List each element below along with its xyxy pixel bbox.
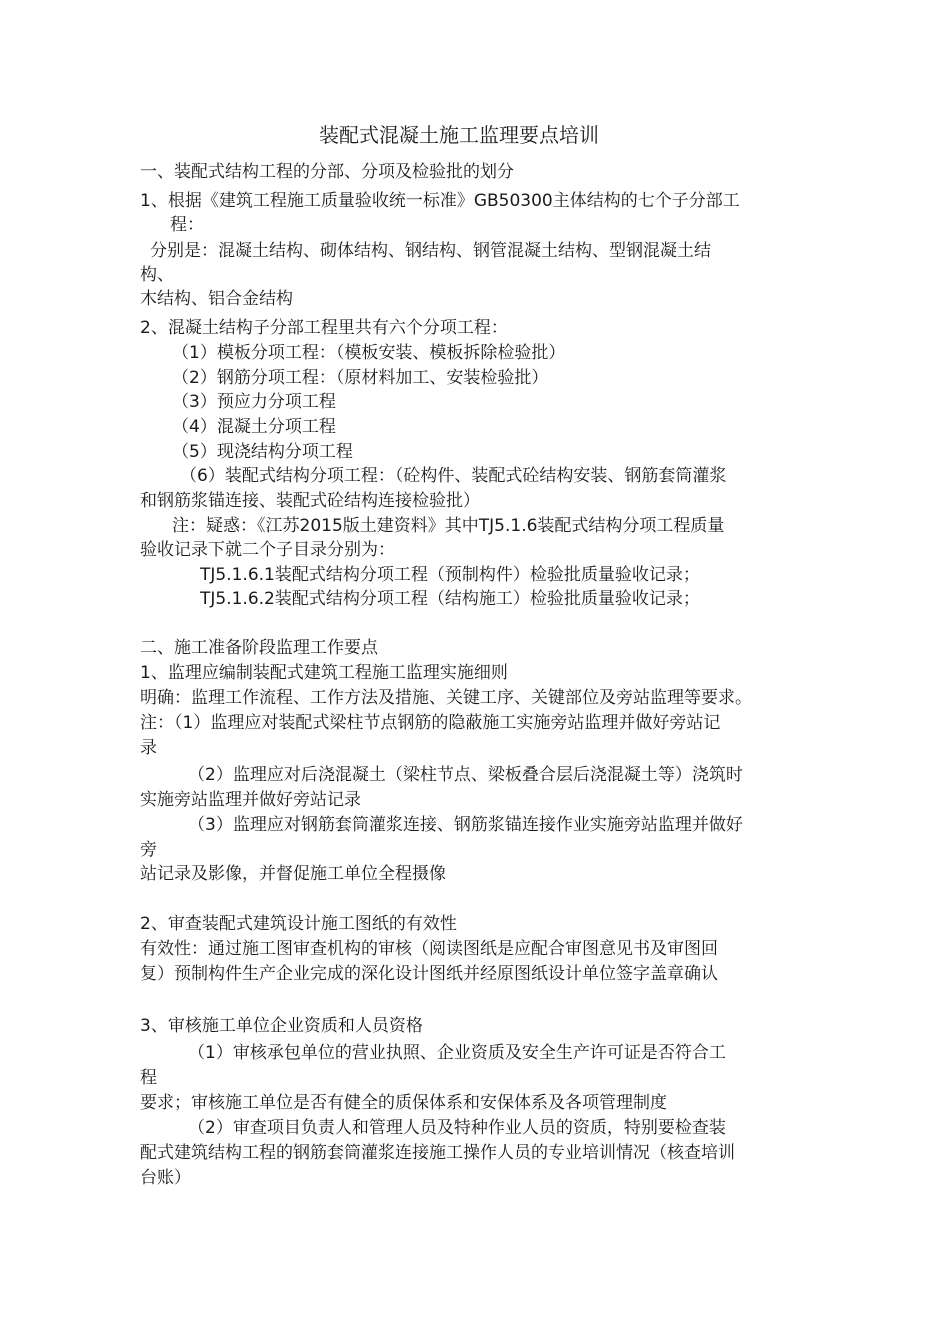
list-item: （5）现浇结构分项工程 xyxy=(172,442,353,462)
indented-line: TJ5.1.6.1装配式结构分项工程（预制构件）检验批质量验收记录； xyxy=(200,565,700,585)
paragraph-line: 录 xyxy=(140,738,157,758)
list-item: （3）监理应对钢筋套筒灌浆连接、钢筋浆锚连接作业实施旁站监理并做好 xyxy=(188,815,743,835)
list-item: （2）审查项目负责人和管理人员及特种作业人员的资质，特别要检查装 xyxy=(188,1118,726,1138)
paragraph-line: 要求；审核施工单位是否有健全的质保体系和安保体系及各项管理制度 xyxy=(140,1093,667,1113)
paragraph-line: 程 xyxy=(140,1068,157,1088)
list-item: （1）模板分项工程：（模板安装、模板拆除检验批） xyxy=(172,343,566,363)
paragraph-line: 1、监理应编制装配式建筑工程施工监理实施细则 xyxy=(140,663,508,683)
list-item: （1）审核承包单位的营业执照、企业资质及安全生产许可证是否符合工 xyxy=(188,1043,726,1063)
paragraph-line: 2、混凝土结构子分部工程里共有六个分项工程： xyxy=(140,318,508,338)
section-heading: 二、施工准备阶段监理工作要点 xyxy=(140,638,378,658)
paragraph-line: 程： xyxy=(170,215,204,235)
list-item: （3）预应力分项工程 xyxy=(172,392,336,412)
section-heading: 3、审核施工单位企业资质和人员资格 xyxy=(140,1016,423,1036)
list-item: （2）监理应对后浇混凝土（梁柱节点、梁板叠合层后浇混凝土等）浇筑时 xyxy=(188,765,743,785)
paragraph-line: 复）预制构件生产企业完成的深化设计图纸并经原图纸设计单位签字盖章确认 xyxy=(140,964,718,984)
list-item: （4）混凝土分项工程 xyxy=(172,417,336,437)
paragraph-line: 构、 xyxy=(140,265,174,285)
paragraph-line: 明确：监理工作流程、工作方法及措施、关键工序、关键部位及旁站监理等要求。 xyxy=(140,688,752,708)
paragraph-line: 台账） xyxy=(140,1168,191,1188)
paragraph-line: 分别是：混凝土结构、砌体结构、钢结构、钢管混凝土结构、型钢混凝土结 xyxy=(150,241,711,261)
note-line: 注：疑惑：《江苏2015版土建资料》其中TJ5.1.6装配式结构分项工程质量 xyxy=(172,516,725,536)
section-heading: 一、装配式结构工程的分部、分项及检验批的划分 xyxy=(140,162,514,182)
paragraph-line: 1、根据《建筑工程施工质量验收统一标准》GB50300主体结构的七个子分部工 xyxy=(140,191,740,211)
note-line: 注：（1）监理应对装配式梁柱节点钢筋的隐蔽施工实施旁站监理并做好旁站记 xyxy=(140,713,721,733)
page-title: 装配式混凝土施工监理要点培训 xyxy=(319,123,599,147)
paragraph-line: 木结构、铝合金结构 xyxy=(140,289,293,309)
paragraph-line: 站记录及影像，并督促施工单位全程摄像 xyxy=(140,864,446,884)
paragraph-line: 和钢筋浆锚连接、装配式砼结构连接检验批） xyxy=(140,491,480,511)
section-heading: 2、审查装配式建筑设计施工图纸的有效性 xyxy=(140,914,457,934)
list-item: （2）钢筋分项工程：（原材料加工、安装检验批） xyxy=(172,368,549,388)
list-item: （6）装配式结构分项工程：（砼构件、装配式砼结构安装、钢筋套筒灌浆 xyxy=(180,466,727,486)
indented-line: TJ5.1.6.2装配式结构分项工程（结构施工）检验批质量验收记录； xyxy=(200,589,700,609)
paragraph-line: 旁 xyxy=(140,840,157,860)
paragraph-line: 配式建筑结构工程的钢筋套筒灌浆连接施工操作人员的专业培训情况（核查培训 xyxy=(140,1143,735,1163)
paragraph-line: 实施旁站监理并做好旁站记录 xyxy=(140,790,361,810)
paragraph-line: 验收记录下就二个子目录分别为： xyxy=(140,540,395,560)
paragraph-line: 有效性：通过施工图审查机构的审核（阅读图纸是应配合审图意见书及审图回 xyxy=(140,939,718,959)
